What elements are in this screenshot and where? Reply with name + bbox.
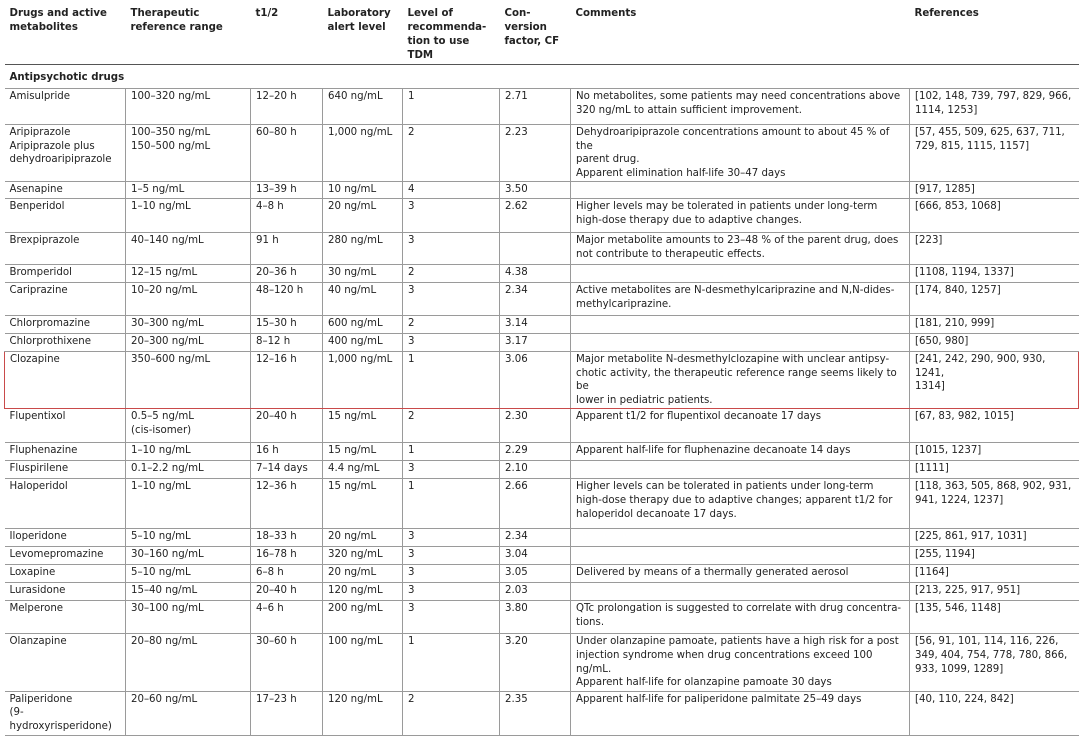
drug-name-cell: Fluphenazine — [5, 443, 126, 461]
conversion-factor-cell: 2.23 — [500, 125, 571, 182]
reference-range-cell: 1–10 ng/mL — [126, 479, 251, 529]
reference-range-cell: 20–80 ng/mL — [126, 634, 251, 691]
conversion-factor-cell: 2.29 — [500, 443, 571, 461]
drug-name-cell: Aripiprazole Aripiprazole plus dehydroaripiprazole — [5, 125, 126, 182]
table-row — [5, 333, 1079, 351]
conversion-factor-cell: 3.20 — [500, 634, 571, 691]
tdm-level-cell: 3 — [403, 198, 500, 232]
section-row — [5, 65, 1079, 89]
alert-level-cell: 10 ng/mL — [323, 182, 403, 199]
drug-name-cell: Brexpiprazole — [5, 232, 126, 264]
tdm-level-cell: 1 — [403, 443, 500, 461]
header-alert-level: Laboratory alert level — [323, 4, 403, 65]
references-cell: [56, 91, 101, 114, 116, 226, 349, 404, 754, 778, 780, 866, 933, 1099, 1289] — [910, 634, 1079, 691]
table-row — [5, 264, 1079, 282]
tdm-level-cell: 3 — [403, 529, 500, 547]
comment-cell: Apparent half-life for paliperidone palmitate 25–49 days — [571, 691, 910, 735]
conversion-factor-cell: 2.34 — [500, 282, 571, 315]
table-row — [5, 282, 1079, 315]
references-cell: [241, 242, 290, 900, 930, 1241, 1314] — [910, 351, 1079, 408]
half-life-cell: 16 h — [251, 443, 323, 461]
tdm-level-cell: 3 — [403, 333, 500, 351]
half-life-cell: 30–60 h — [251, 634, 323, 691]
comment-cell: Major metabolite N-desmethylclozapine with unclear antipsy- chotic activity, the therapeutic reference range seems likely to be lower in pediatric patients. — [571, 351, 910, 408]
header-range: Therapeutic reference range — [126, 4, 251, 65]
alert-level-cell: 20 ng/mL — [323, 198, 403, 232]
drug-name-cell: Iloperidone — [5, 529, 126, 547]
tdm-reference-table — [4, 4, 1079, 736]
half-life-cell: 12–16 h — [251, 351, 323, 408]
comment-cell — [571, 264, 910, 282]
tdm-level-cell: 3 — [403, 583, 500, 601]
half-life-cell: 13–39 h — [251, 182, 323, 199]
table-row — [5, 198, 1079, 232]
comment-cell: Apparent t1/2 for flupentixol decanoate 17 days — [571, 409, 910, 443]
table-row — [5, 565, 1079, 583]
tdm-level-cell: 3 — [403, 547, 500, 565]
reference-range-cell: 10–20 ng/mL — [126, 282, 251, 315]
table-row — [5, 351, 1079, 408]
references-cell: [1111] — [910, 461, 1079, 479]
table-row — [5, 634, 1079, 691]
comment-cell: Major metabolite amounts to 23–48 % of the parent drug, does not contribute to therapeutic effects. — [571, 232, 910, 264]
references-cell: [213, 225, 917, 951] — [910, 583, 1079, 601]
conversion-factor-cell: 2.34 — [500, 529, 571, 547]
references-cell: [57, 455, 509, 625, 637, 711, 729, 815, 1115, 1157] — [910, 125, 1079, 182]
half-life-cell: 18–33 h — [251, 529, 323, 547]
references-cell: [174, 840, 1257] — [910, 282, 1079, 315]
conversion-factor-cell: 2.03 — [500, 583, 571, 601]
comment-cell — [571, 315, 910, 333]
conversion-factor-cell: 3.14 — [500, 315, 571, 333]
conversion-factor-cell: 2.62 — [500, 198, 571, 232]
drug-name-cell: Loxapine — [5, 565, 126, 583]
references-cell: [40, 110, 224, 842] — [910, 691, 1079, 735]
table-row — [5, 691, 1079, 735]
reference-range-cell: 100–350 ng/mL 150–500 ng/mL — [126, 125, 251, 182]
references-cell: [102, 148, 739, 797, 829, 966, 1114, 1253] — [910, 89, 1079, 125]
comment-cell: Higher levels may be tolerated in patients under long-term high-dose therapy due to adaptive changes. — [571, 198, 910, 232]
reference-range-cell: 30–300 ng/mL — [126, 315, 251, 333]
alert-level-cell: 320 ng/mL — [323, 547, 403, 565]
references-cell: [181, 210, 999] — [910, 315, 1079, 333]
half-life-cell: 7–14 days — [251, 461, 323, 479]
drug-name-cell: Chlorpromazine — [5, 315, 126, 333]
references-cell: [118, 363, 505, 868, 902, 931, 941, 1224, 1237] — [910, 479, 1079, 529]
references-cell: [223] — [910, 232, 1079, 264]
table-row — [5, 583, 1079, 601]
comment-cell — [571, 583, 910, 601]
half-life-cell: 16–78 h — [251, 547, 323, 565]
header-conversion-factor: Con- version factor, CF — [500, 4, 571, 65]
drug-name-cell: Levomepromazine — [5, 547, 126, 565]
drug-name-cell: Flupentixol — [5, 409, 126, 443]
conversion-factor-cell: 3.05 — [500, 565, 571, 583]
drug-name-cell: Clozapine — [5, 351, 126, 408]
header-tdm-level: Level of recommenda- tion to use TDM — [403, 4, 500, 65]
table-row — [5, 315, 1079, 333]
tdm-level-cell: 2 — [403, 409, 500, 443]
drug-name-cell: Chlorprothixene — [5, 333, 126, 351]
drug-name-cell: Olanzapine — [5, 634, 126, 691]
table-row — [5, 89, 1079, 125]
reference-range-cell: 5–10 ng/mL — [126, 529, 251, 547]
reference-range-cell: 20–300 ng/mL — [126, 333, 251, 351]
tdm-level-cell: 4 — [403, 182, 500, 199]
comment-cell — [571, 529, 910, 547]
table-row — [5, 461, 1079, 479]
tdm-level-cell: 3 — [403, 282, 500, 315]
table-row — [5, 182, 1079, 199]
alert-level-cell: 200 ng/mL — [323, 601, 403, 634]
tdm-level-cell: 2 — [403, 691, 500, 735]
alert-level-cell: 600 ng/mL — [323, 315, 403, 333]
alert-level-cell: 400 ng/mL — [323, 333, 403, 351]
header-half-life: t1/2 — [251, 4, 323, 65]
table-body — [5, 65, 1079, 736]
drug-name-cell: Fluspirilene — [5, 461, 126, 479]
reference-range-cell: 30–160 ng/mL — [126, 547, 251, 565]
alert-level-cell: 20 ng/mL — [323, 565, 403, 583]
references-cell: [135, 546, 1148] — [910, 601, 1079, 634]
conversion-factor-cell: 3.06 — [500, 351, 571, 408]
drug-name-cell: Asenapine — [5, 182, 126, 199]
conversion-factor-cell: 3.80 — [500, 601, 571, 634]
half-life-cell: 4–8 h — [251, 198, 323, 232]
conversion-factor-cell: 3.50 — [500, 182, 571, 199]
drug-name-cell: Benperidol — [5, 198, 126, 232]
tdm-level-cell: 2 — [403, 264, 500, 282]
tdm-level-cell: 1 — [403, 479, 500, 529]
reference-range-cell: 1–5 ng/mL — [126, 182, 251, 199]
table-header — [5, 4, 1079, 65]
comment-cell — [571, 461, 910, 479]
table-row — [5, 529, 1079, 547]
drug-name-cell: Cariprazine — [5, 282, 126, 315]
reference-range-cell: 40–140 ng/mL — [126, 232, 251, 264]
references-cell: [1164] — [910, 565, 1079, 583]
references-cell: [225, 861, 917, 1031] — [910, 529, 1079, 547]
tdm-level-cell: 1 — [403, 351, 500, 408]
alert-level-cell: 100 ng/mL — [323, 634, 403, 691]
alert-level-cell: 1,000 ng/mL — [323, 351, 403, 408]
conversion-factor-cell: 2.30 — [500, 409, 571, 443]
alert-level-cell: 1,000 ng/mL — [323, 125, 403, 182]
comment-cell: Dehydroaripiprazole concentrations amount to about 45 % of the parent drug. Apparent elimination half-life 30–47 days — [571, 125, 910, 182]
half-life-cell: 48–120 h — [251, 282, 323, 315]
conversion-factor-cell: 2.35 — [500, 691, 571, 735]
drug-name-cell: Melperone — [5, 601, 126, 634]
alert-level-cell: 30 ng/mL — [323, 264, 403, 282]
tdm-level-cell: 3 — [403, 601, 500, 634]
half-life-cell: 20–40 h — [251, 583, 323, 601]
header-drug: Drugs and active metabolites — [5, 4, 126, 65]
reference-range-cell: 100–320 ng/mL — [126, 89, 251, 125]
table-row — [5, 409, 1079, 443]
comment-cell: QTc prolongation is suggested to correlate with drug concentra- tions. — [571, 601, 910, 634]
comment-cell — [571, 333, 910, 351]
half-life-cell: 20–36 h — [251, 264, 323, 282]
reference-range-cell: 12–15 ng/mL — [126, 264, 251, 282]
half-life-cell: 15–30 h — [251, 315, 323, 333]
table-row — [5, 479, 1079, 529]
half-life-cell: 6–8 h — [251, 565, 323, 583]
comment-cell — [571, 182, 910, 199]
references-cell: [917, 1285] — [910, 182, 1079, 199]
reference-range-cell: 30–100 ng/mL — [126, 601, 251, 634]
tdm-level-cell: 1 — [403, 634, 500, 691]
references-cell: [666, 853, 1068] — [910, 198, 1079, 232]
half-life-cell: 12–20 h — [251, 89, 323, 125]
alert-level-cell: 120 ng/mL — [323, 691, 403, 735]
reference-range-cell: 350–600 ng/mL — [126, 351, 251, 408]
drug-name-cell: Bromperidol — [5, 264, 126, 282]
drug-name-cell: Amisulpride — [5, 89, 126, 125]
alert-level-cell: 40 ng/mL — [323, 282, 403, 315]
half-life-cell: 60–80 h — [251, 125, 323, 182]
comment-cell: Active metabolites are N-desmethylcariprazine and N,N-dides- methylcariprazine. — [571, 282, 910, 315]
references-cell: [1015, 1237] — [910, 443, 1079, 461]
alert-level-cell: 280 ng/mL — [323, 232, 403, 264]
alert-level-cell: 4.4 ng/mL — [323, 461, 403, 479]
tdm-level-cell: 2 — [403, 315, 500, 333]
half-life-cell: 17–23 h — [251, 691, 323, 735]
alert-level-cell: 15 ng/mL — [323, 409, 403, 443]
conversion-factor-cell: 3.04 — [500, 547, 571, 565]
header-comments: Comments — [571, 4, 910, 65]
reference-range-cell: 15–40 ng/mL — [126, 583, 251, 601]
references-cell: [1108, 1194, 1337] — [910, 264, 1079, 282]
header-references: References — [910, 4, 1079, 65]
comment-cell: Higher levels can be tolerated in patients under long-term high-dose therapy due to adaptive changes; apparent t1/2 for haloperidol decanoate 17 days. — [571, 479, 910, 529]
tdm-level-cell: 1 — [403, 89, 500, 125]
half-life-cell: 8–12 h — [251, 333, 323, 351]
drug-name-cell: Lurasidone — [5, 583, 126, 601]
alert-level-cell: 15 ng/mL — [323, 479, 403, 529]
comment-cell: No metabolites, some patients may need concentrations above 320 ng/mL to attain sufficient improvement. — [571, 89, 910, 125]
conversion-factor-cell: 4.38 — [500, 264, 571, 282]
tdm-level-cell: 3 — [403, 232, 500, 264]
table-row — [5, 443, 1079, 461]
conversion-factor-cell — [500, 232, 571, 264]
comment-cell: Apparent half-life for fluphenazine decanoate 14 days — [571, 443, 910, 461]
tdm-level-cell: 3 — [403, 461, 500, 479]
half-life-cell: 4–6 h — [251, 601, 323, 634]
reference-range-cell: 5–10 ng/mL — [126, 565, 251, 583]
conversion-factor-cell: 2.10 — [500, 461, 571, 479]
reference-range-cell: 0.5–5 ng/mL (cis-isomer) — [126, 409, 251, 443]
references-cell: [67, 83, 982, 1015] — [910, 409, 1079, 443]
comment-cell — [571, 547, 910, 565]
alert-level-cell: 120 ng/mL — [323, 583, 403, 601]
table-row — [5, 232, 1079, 264]
section-title: Antipsychotic drugs — [5, 65, 1079, 89]
half-life-cell: 91 h — [251, 232, 323, 264]
conversion-factor-cell: 2.66 — [500, 479, 571, 529]
table-row — [5, 601, 1079, 634]
half-life-cell: 20–40 h — [251, 409, 323, 443]
conversion-factor-cell: 2.71 — [500, 89, 571, 125]
tdm-level-cell: 3 — [403, 565, 500, 583]
half-life-cell: 12–36 h — [251, 479, 323, 529]
references-cell: [650, 980] — [910, 333, 1079, 351]
drug-name-cell: Paliperidone (9-hydroxyrisperidone) — [5, 691, 126, 735]
alert-level-cell: 640 ng/mL — [323, 89, 403, 125]
references-cell: [255, 1194] — [910, 547, 1079, 565]
comment-cell: Delivered by means of a thermally generated aerosol — [571, 565, 910, 583]
reference-range-cell: 20–60 ng/mL — [126, 691, 251, 735]
table-row — [5, 547, 1079, 565]
tdm-level-cell: 2 — [403, 125, 500, 182]
alert-level-cell: 20 ng/mL — [323, 529, 403, 547]
alert-level-cell: 15 ng/mL — [323, 443, 403, 461]
reference-range-cell: 0.1–2.2 ng/mL — [126, 461, 251, 479]
conversion-factor-cell: 3.17 — [500, 333, 571, 351]
table-row — [5, 125, 1079, 182]
reference-range-cell: 1–10 ng/mL — [126, 198, 251, 232]
comment-cell: Under olanzapine pamoate, patients have a high risk for a post injection syndrome when drug concentrations exceed 100 ng/mL. Apparent half-life for olanzapine pamoate 30 days — [571, 634, 910, 691]
drug-name-cell: Haloperidol — [5, 479, 126, 529]
reference-range-cell: 1–10 ng/mL — [126, 443, 251, 461]
